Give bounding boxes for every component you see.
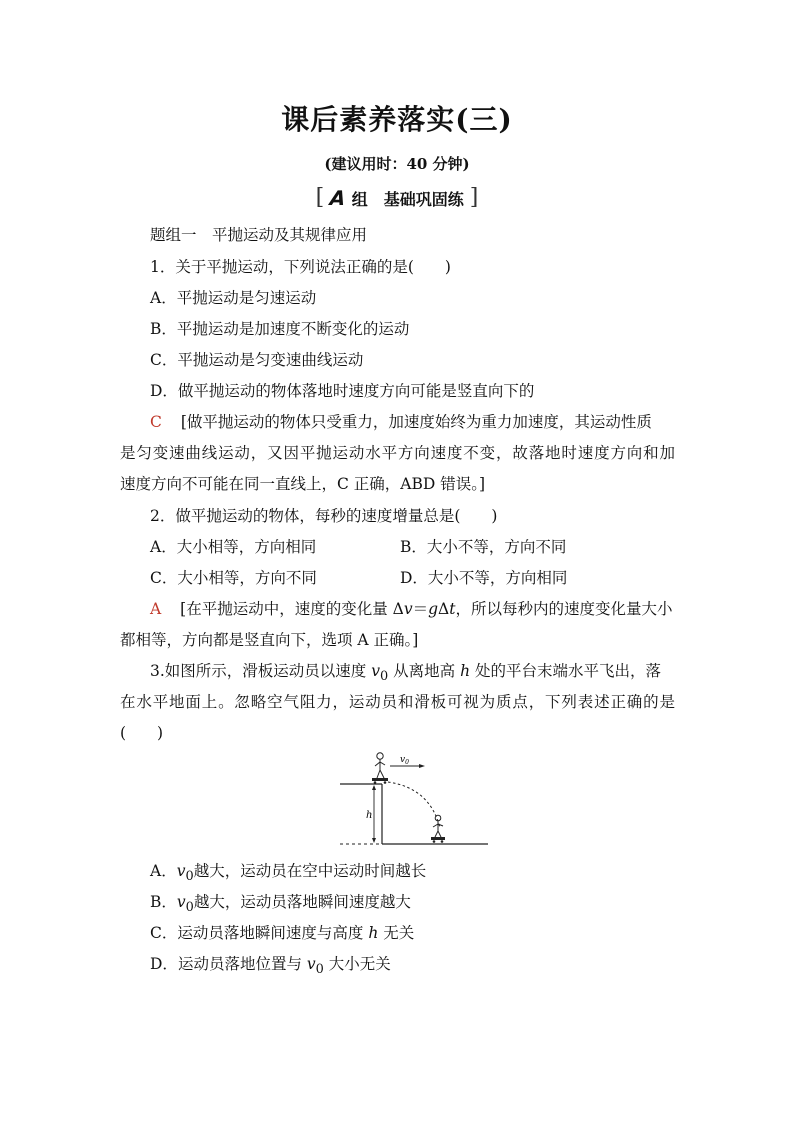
trajectory-curve <box>388 782 440 828</box>
q3-option-d-prefix: D． <box>150 955 178 973</box>
q2-option-c: C．大小相等，方向不同 <box>150 569 317 587</box>
q3-option-b-text: 越大，运动员落地瞬间速度越大 <box>193 893 411 911</box>
velocity-label <box>400 755 409 766</box>
q3-var-v: v <box>371 662 380 680</box>
right-bracket: ] <box>469 185 479 210</box>
q1-explanation-1: [做平抛运动的物体只受重力，加速度始终为重力加速度，其运动性质 <box>180 413 652 431</box>
q3-stem-line-1 <box>150 661 661 687</box>
q2-answer: A <box>150 600 162 618</box>
q3-stem-text-2: 从离地高 <box>388 662 461 680</box>
q1-option-b: B．平抛运动是加速度不断变化的运动 <box>150 320 410 338</box>
group-heading <box>0 186 794 210</box>
q2-expl-text-1: [在平抛运动中，速度的变化量 Δ <box>180 600 404 618</box>
q2-stem: 2．做平抛运动的物体，每秒的速度增量总是( ) <box>150 507 498 525</box>
q3-stem-line-3: ( ) <box>120 724 164 742</box>
q2-option-d: D．大小不等，方向相同 <box>400 569 568 587</box>
q1-answer: C <box>150 413 162 431</box>
q3-stem-line-2: 在水平地面上。忽略空气阻力，运动员和滑板可视为质点，下列表述正确的是 <box>120 693 675 711</box>
q1-stem: 1．关于平抛运动，下列说法正确的是( ) <box>150 258 451 276</box>
skateboard-diagram <box>330 748 490 848</box>
q2-expl-equals: ＝ <box>412 600 429 618</box>
velocity-label-v: v <box>400 755 406 765</box>
q3-option-b-prefix: B． <box>150 893 177 911</box>
q3-option-c <box>150 923 414 943</box>
q3-option-c-var: h <box>368 924 379 942</box>
velocity-arrowhead <box>419 764 425 768</box>
q2-expl-delta: Δ <box>438 600 450 618</box>
q2-expl-var-g: g <box>428 600 439 618</box>
q3-option-a-var: v <box>176 862 186 880</box>
q3-var-v-sub: 0 <box>379 669 389 685</box>
q3-option-d-var: v <box>306 955 316 973</box>
q3-option-d-text-a: 运动员落地位置与 <box>177 955 307 973</box>
velocity-label-sub: 0 <box>405 759 409 766</box>
q1-option-d: D．做平抛运动的物体落地时速度方向可能是竖直向下的 <box>150 382 535 400</box>
q3-option-b-sub: 0 <box>185 900 194 916</box>
q3-option-d-text-b: 大小无关 <box>323 955 391 973</box>
skater-start-icon <box>372 753 388 784</box>
height-arrow-top <box>372 785 376 790</box>
q2-solution-line-1 <box>150 599 672 619</box>
q3-var-h: h <box>460 662 471 680</box>
q3-option-a-sub: 0 <box>185 869 194 885</box>
q2-expl-var-v: v <box>403 600 413 618</box>
q1-option-c: C．平抛运动是匀变速曲线运动 <box>150 351 364 369</box>
height-label: h <box>366 810 373 821</box>
q1-option-a: A．平抛运动是匀速运动 <box>150 289 317 307</box>
q2-explanation-1 <box>180 600 672 618</box>
q1-explanation-3: 速度方向不可能在同一直线上，C 正确，ABD 错误。] <box>120 475 486 493</box>
skater-landed-icon <box>431 815 445 843</box>
q2-expl-var-t: t <box>449 600 456 618</box>
group-label: 组 基础巩固练 <box>351 189 464 209</box>
height-arrow-bottom <box>372 838 376 843</box>
q3-option-a-text: 越大，运动员在空中运动时间越长 <box>193 862 427 880</box>
q3-option-a <box>150 861 426 887</box>
q3-stem-text-3: 处的平台末端水平飞出，落 <box>470 662 661 680</box>
q1-solution-line-1 <box>150 412 652 432</box>
q2-option-a: A．大小相等，方向相同 <box>150 538 317 556</box>
q2-expl-text-2: ，所以每秒内的速度变化量大小 <box>455 600 673 618</box>
q3-option-a-prefix: A． <box>150 862 177 880</box>
q3-stem-text-1: 3.如图所示，滑板运动员以速度 <box>150 662 372 680</box>
topic-heading: 题组一 平抛运动及其规律应用 <box>150 226 368 244</box>
q3-option-c-text-b: 无关 <box>378 924 415 942</box>
q2-option-b: B．大小不等，方向不同 <box>400 538 567 556</box>
q3-option-c-prefix: C． <box>150 924 178 942</box>
group-a-badge: A <box>328 186 347 210</box>
q3-option-d <box>150 954 391 980</box>
q3-option-b-var: v <box>176 893 186 911</box>
q3-option-d-sub: 0 <box>315 962 324 978</box>
q3-option-b <box>150 892 411 918</box>
q3-option-c-text-a: 运动员落地瞬间速度与高度 <box>177 924 369 942</box>
time-suggestion: (建议用时：40 分钟) <box>324 155 470 173</box>
q2-explanation-2: 都相等，方向都是竖直向下，选项 A 正确。] <box>120 631 419 649</box>
left-bracket: [ <box>315 185 325 210</box>
q1-explanation-2: 是匀变速曲线运动，又因平抛运动水平方向速度不变，故落地时速度方向和加 <box>120 444 675 462</box>
page-title: 课后素养落实(三) <box>281 103 513 136</box>
